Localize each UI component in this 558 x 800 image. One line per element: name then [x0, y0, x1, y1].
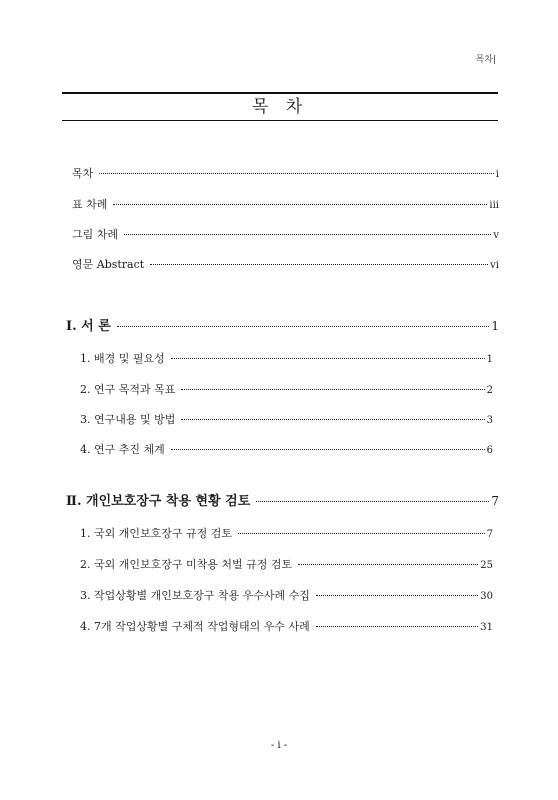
- page-number: - i -: [270, 740, 288, 751]
- toc-section-label: 4. 7개 작업상황별 구체적 작업형태의 우수 사례: [80, 620, 310, 633]
- toc-chapter-label: Ⅰ. 서 론: [66, 319, 111, 334]
- toc-leader-dots: [117, 326, 490, 327]
- toc-section-2-4[interactable]: [80, 618, 493, 634]
- toc-chapter-label: Ⅱ. 개인보호장구 착용 현황 검토: [66, 494, 251, 509]
- toc-section-2-2[interactable]: [80, 556, 493, 572]
- toc-leader-dots: [181, 389, 484, 390]
- toc-section-1-2[interactable]: [80, 381, 493, 397]
- toc-leader-dots: [171, 358, 485, 359]
- toc-section-label: 1. 국외 개인보호장구 규정 검토: [80, 527, 232, 540]
- toc-section-1-1[interactable]: [80, 350, 493, 366]
- toc-entry-abstract[interactable]: [72, 256, 499, 272]
- toc-chapter-page: 7: [491, 494, 499, 508]
- toc-leader-dots: [298, 564, 478, 565]
- toc-section-1-4[interactable]: [80, 441, 493, 457]
- toc-entry-page: i: [495, 169, 499, 180]
- toc-section-2-3[interactable]: [80, 587, 493, 603]
- toc-section-page: 7: [486, 529, 493, 540]
- toc-leader-dots: [171, 449, 485, 450]
- toc-entry-page: iii: [489, 200, 499, 211]
- toc-leader-dots: [181, 419, 484, 420]
- toc-chapter-1[interactable]: [66, 315, 499, 334]
- toc-entry-label: 목차: [72, 167, 94, 180]
- toc-section-label: 2. 연구 목적과 목표: [80, 383, 176, 396]
- page-title: 목 차: [251, 97, 309, 117]
- toc-leader-dots: [99, 173, 494, 174]
- toc-entry-list-of-tables[interactable]: [72, 196, 499, 212]
- toc-section-label: 4. 연구 추진 체계: [80, 443, 165, 456]
- toc-leader-dots: [316, 626, 479, 627]
- toc-leader-dots: [113, 204, 487, 205]
- title-block: [62, 92, 498, 121]
- toc-section-1-3[interactable]: [80, 411, 493, 427]
- toc-section-label: 1. 배경 및 필요성: [80, 352, 165, 365]
- toc-section-page: 31: [480, 622, 493, 633]
- toc-chapter-page: 1: [491, 319, 499, 333]
- toc-entry-page: vi: [490, 260, 499, 271]
- toc-entry-contents[interactable]: [72, 165, 499, 181]
- toc-section-page: 25: [480, 560, 493, 571]
- toc-section-page: 30: [480, 591, 493, 602]
- toc-section-page: 6: [486, 445, 493, 456]
- toc-section-label: 3. 연구내용 및 방법: [80, 413, 176, 426]
- toc-section-page: 1: [486, 354, 493, 365]
- toc-entry-label: 표 차례: [72, 198, 108, 211]
- toc-leader-dots: [150, 264, 488, 265]
- toc-entry-page: v: [493, 230, 499, 241]
- toc-leader-dots: [124, 234, 491, 235]
- toc-leader-dots: [256, 501, 489, 502]
- toc-entry-label: 영문 Abstract: [72, 258, 145, 271]
- toc-entry-list-of-figures[interactable]: [72, 226, 499, 242]
- toc-section-page: 2: [486, 385, 493, 396]
- toc-section-page: 3: [486, 415, 493, 426]
- running-header: 목차|: [475, 55, 496, 65]
- toc-section-2-1[interactable]: [80, 525, 493, 541]
- toc-section-label: 2. 국외 개인보호장구 미착용 처벌 규정 검토: [80, 558, 293, 571]
- toc-chapter-2[interactable]: [66, 490, 499, 509]
- toc-section-label: 3. 작업상황별 개인보호장구 착용 우수사례 수집: [80, 589, 310, 602]
- title-rule-bottom: [62, 120, 498, 121]
- toc-leader-dots: [316, 595, 478, 596]
- toc-entry-label: 그림 차례: [72, 228, 119, 241]
- toc-leader-dots: [238, 533, 485, 534]
